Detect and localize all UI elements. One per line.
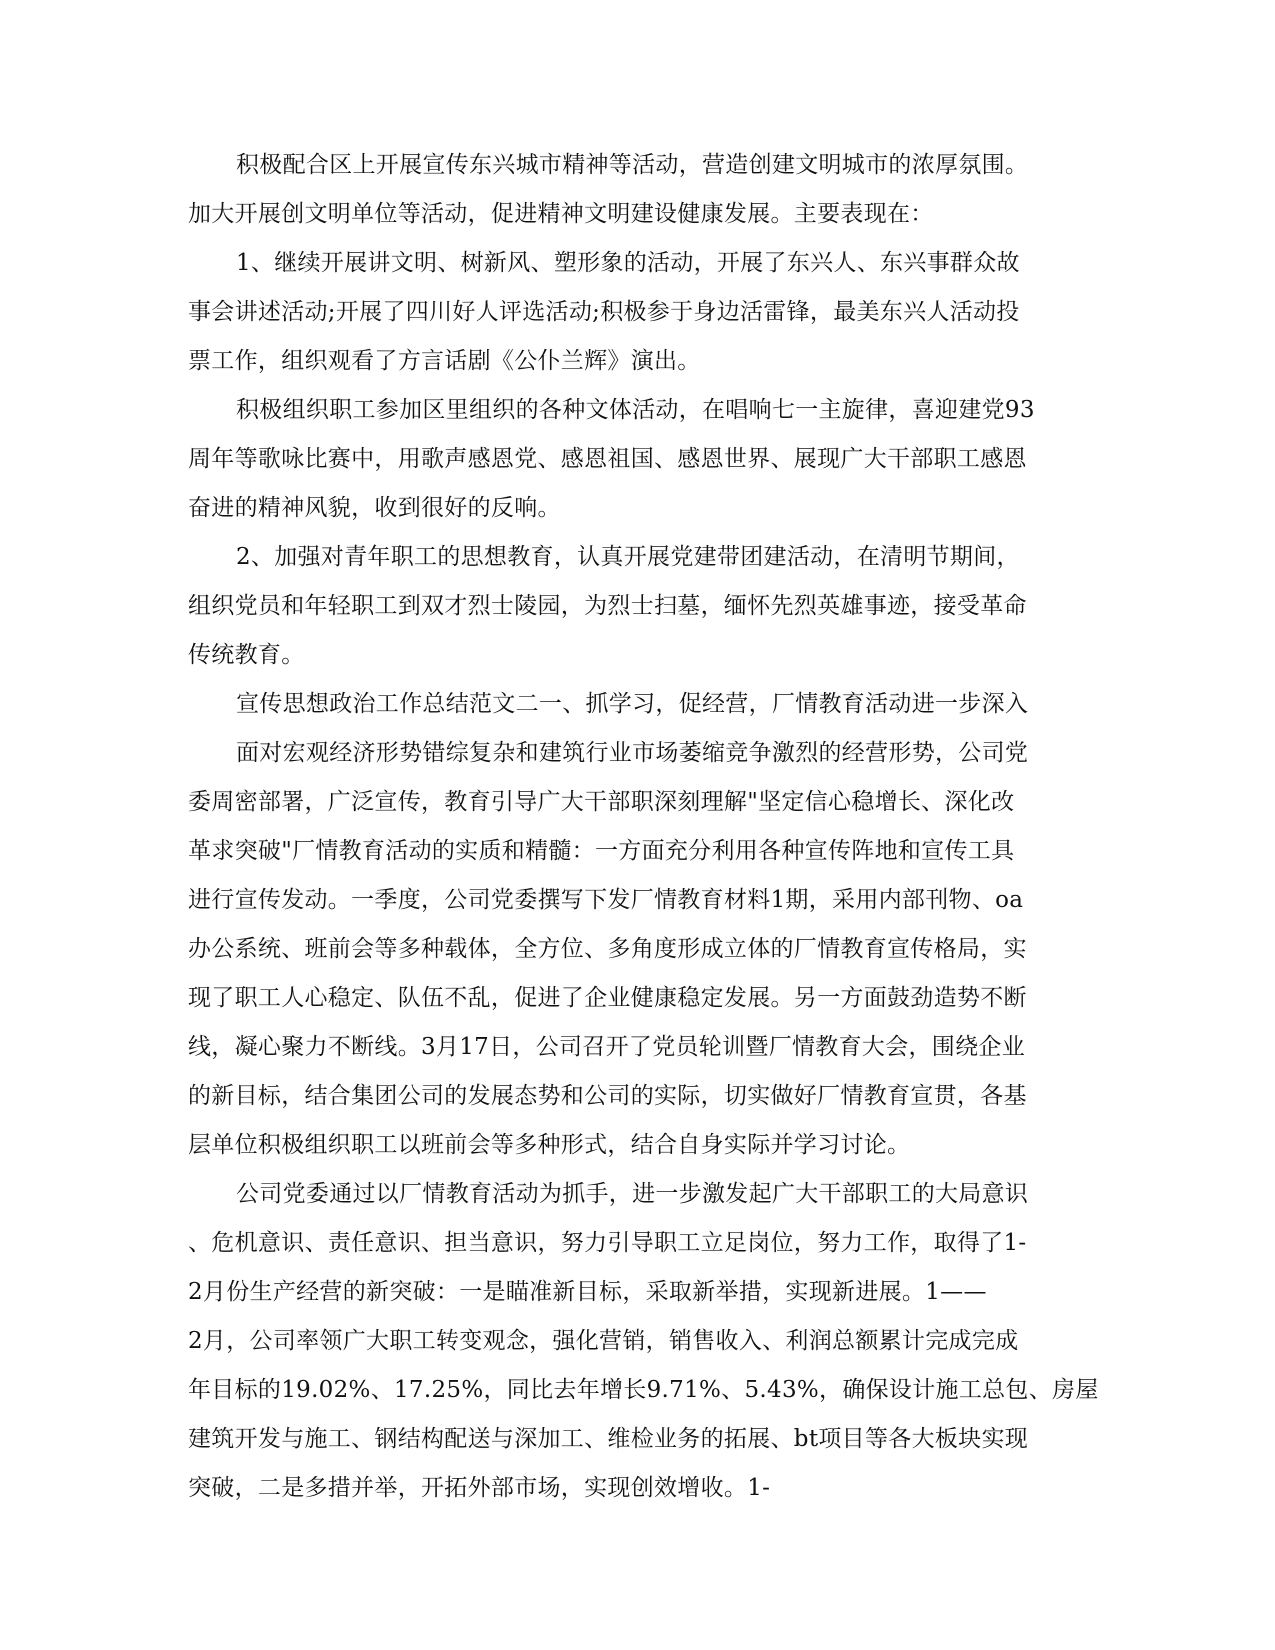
document-line: 公司党委通过以厂情教育活动为抓手，进一步激发起广大干部职工的大局意识 bbox=[236, 1181, 1029, 1207]
document-line: 积极组织职工参加区里组织的各种文体活动，在唱响七一主旋律，喜迎建党93 bbox=[236, 397, 1035, 423]
document-line: 现了职工人心稳定、队伍不乱，促进了企业健康稳定发展。另一方面鼓劲造势不断 bbox=[188, 985, 1027, 1011]
document-body bbox=[188, 141, 1099, 1513]
document-line: 办公系统、班前会等多种载体，全方位、多角度形成立体的厂情教育宣传格局，实 bbox=[188, 936, 1027, 962]
document-line: 票工作，组织观看了方言话剧《公仆兰辉》演出。 bbox=[188, 348, 701, 374]
document-line: 2、加强对青年职工的思想教育，认真开展党建带团建活动，在清明节期间， bbox=[236, 544, 1020, 570]
document-line: 年目标的19.02%、17.25%，同比去年增长9.71%、5.43%，确保设计施工总包、房屋 bbox=[188, 1377, 1099, 1403]
document-line: 2月，公司率领广大职工转变观念，强化营销，销售收入、利润总额累计完成完成 bbox=[188, 1328, 1019, 1354]
document-line: 进行宣传发动。一季度，公司党委撰写下发厂情教育材料1期，采用内部刊物、oa bbox=[188, 887, 1024, 913]
document-line: 、危机意识、责任意识、担当意识，努力引导职工立足岗位，努力工作，取得了1- bbox=[188, 1230, 1027, 1256]
document-line: 突破，二是多措并举，开拓外部市场，实现创效增收。1- bbox=[188, 1475, 771, 1501]
document-line: 奋进的精神风貌，收到很好的反响。 bbox=[188, 495, 561, 521]
document-line: 建筑开发与施工、钢结构配送与深加工、维检业务的拓展、bt项目等各大板块实现 bbox=[188, 1426, 1029, 1452]
document-line: 面对宏观经济形势错综复杂和建筑行业市场萎缩竞争激烈的经营形势，公司党 bbox=[236, 740, 1029, 766]
document-line: 组织党员和年轻职工到双才烈士陵园，为烈士扫墓，缅怀先烈英雄事迹，接受革命 bbox=[188, 593, 1027, 619]
document-line: 线，凝心聚力不断线。3月17日，公司召开了党员轮训暨厂情教育大会，围绕企业 bbox=[188, 1034, 1025, 1060]
document-line: 的新目标，结合集团公司的发展态势和公司的实际，切实做好厂情教育宣贯，各基 bbox=[188, 1083, 1027, 1109]
document-line: 事会讲述活动;开展了四川好人评选活动;积极参于身边活雷锋，最美东兴人活动投 bbox=[188, 299, 1020, 325]
document-line: 宣传思想政治工作总结范文二一、抓学习，促经营，厂情教育活动进一步深入 bbox=[236, 691, 1029, 717]
document-line: 加大开展创文明单位等活动，促进精神文明建设健康发展。主要表现在： bbox=[188, 201, 934, 227]
document-line: 1、继续开展讲文明、树新风、塑形象的活动，开展了东兴人、东兴事群众故 bbox=[236, 250, 1020, 276]
document-line: 革求突破"厂情教育活动的实质和精髓：一方面充分利用各种宣传阵地和宣传工具 bbox=[188, 838, 1015, 864]
document-line: 积极配合区上开展宣传东兴城市精神等活动，营造创建文明城市的浓厚氛围。 bbox=[236, 152, 1029, 178]
document-line: 委周密部署，广泛宣传，教育引导广大干部职深刻理解"坚定信心稳增长、深化改 bbox=[188, 789, 1015, 815]
document-line: 周年等歌咏比赛中，用歌声感恩党、感恩祖国、感恩世界、展现广大干部职工感恩 bbox=[188, 446, 1027, 472]
document-line: 传统教育。 bbox=[188, 642, 305, 668]
document-line: 层单位积极组织职工以班前会等多种形式，结合自身实际并学习讨论。 bbox=[188, 1132, 911, 1158]
document-line: 2月份生产经营的新突破：一是瞄准新目标，采取新举措，实现新进展。1—— bbox=[188, 1279, 987, 1305]
